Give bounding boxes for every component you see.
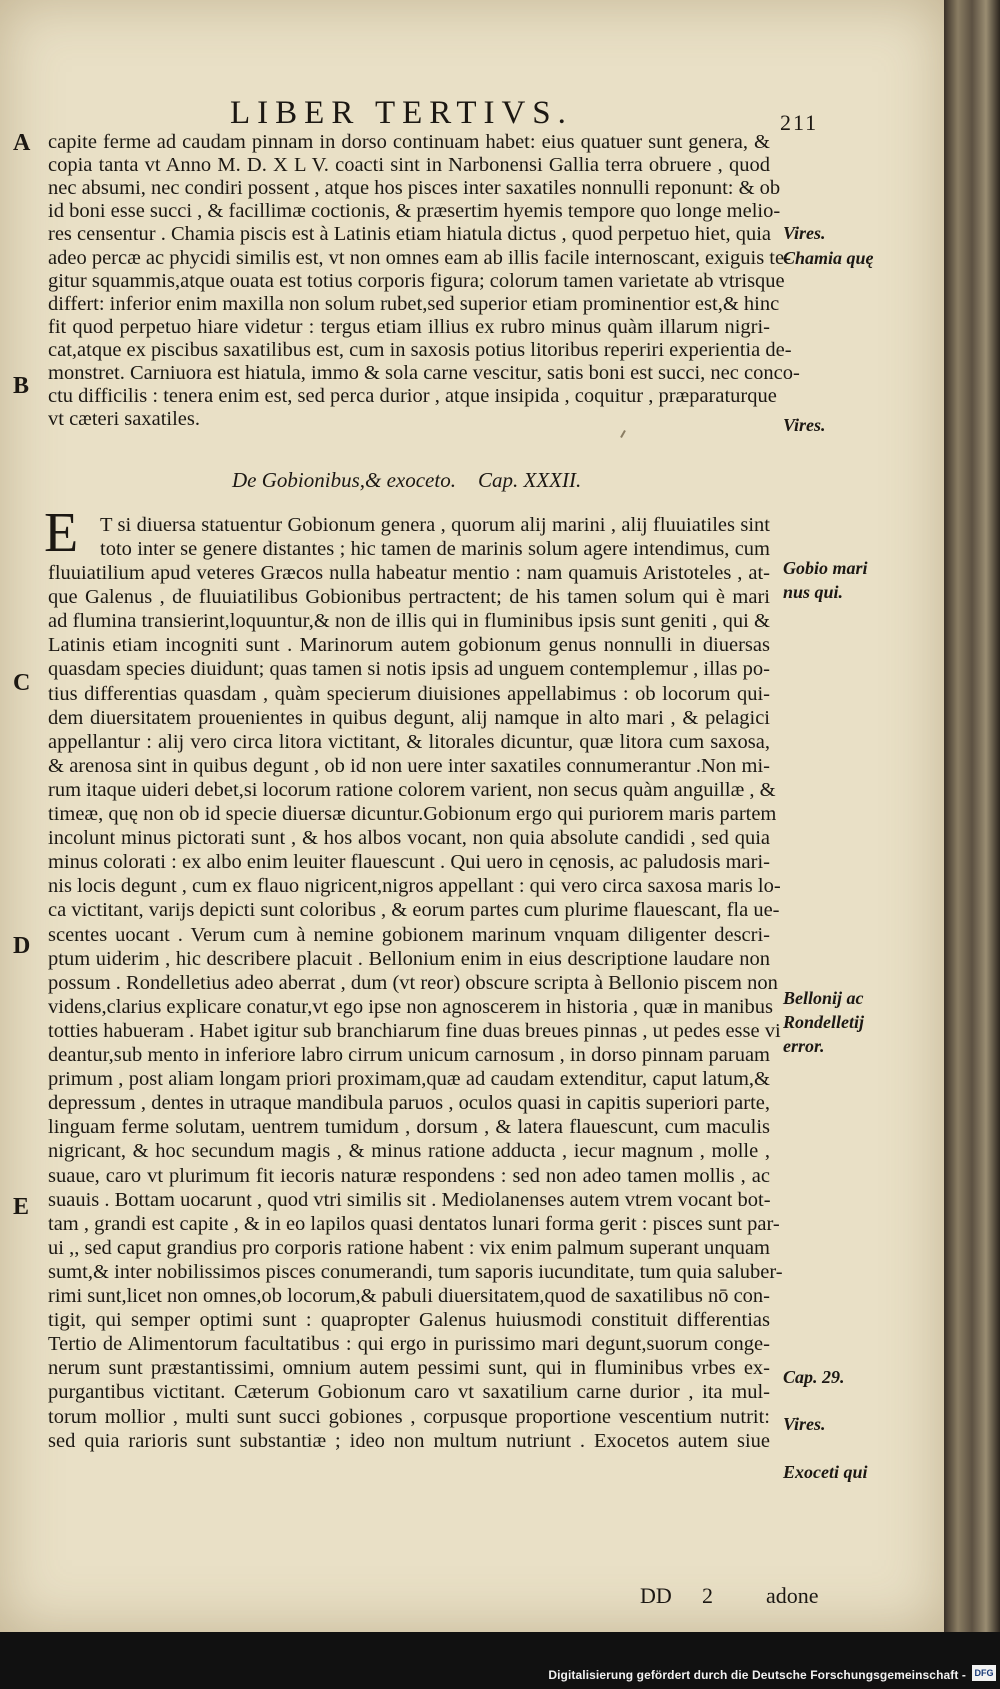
margin-note-gobio-1: Gobio mari xyxy=(783,558,868,578)
dfg-logo-icon: DFG xyxy=(972,1665,996,1681)
text-line: vt cæteri saxatiles. xyxy=(48,408,200,431)
text-line: possum . Rondelletius adeo aberrat , dum (vt reor) obscure scripta à Bellonio piscem non xyxy=(48,971,778,994)
text-line: ca victitant, varijs depicti sunt coloribus , & eorum partes cum plurime flauescant, fla ue- xyxy=(48,899,780,922)
text-line: Tertio de Alimentorum facultatibus : qui ergo in purissimo mari degunt,suorum conge- xyxy=(48,1333,770,1356)
text-line: purgantibus victitant. Cæterum Gobionum caro vt saxatilium carne durior , ita mul- xyxy=(48,1381,770,1404)
section-letter-a: A xyxy=(13,130,31,156)
page-edge xyxy=(944,0,1000,1632)
text-line: primum , post aliam longam priori proximam,quæ ad caudam extenditur, caput latum,& xyxy=(48,1068,770,1091)
text-line: tigit, qui semper optimi sunt : quapropter Galenus huiusmodi constituit differentias xyxy=(48,1309,770,1332)
text-line: linguam ferme solutam, uentrem tumidum , dorsum , & latera flauescunt, cum maculis xyxy=(48,1116,770,1139)
text-line: sumt,& inter nobilissimos pisces conumerandi, tum saporis iucunditate, tum quia saluber- xyxy=(48,1260,783,1283)
text-line: cat,atque ex piscibus saxatilibus est, cum in saxosis potius litoribus reperiri experientia de- xyxy=(48,338,792,361)
text-line: torum mollior , multi sunt succi gobiones , corpusque proportione vescentium nutrit: xyxy=(48,1405,770,1428)
text-line: deantur,sub mento in inferiore labro cirrum unicum carnosum , in dorso pinnam paruam xyxy=(48,1044,770,1066)
text-line: fluuiatilium apud veteres Græcos nulla habeatur mentio : nam quamuis Aristoteles , at- xyxy=(48,562,770,584)
text-line: Latinis etiam incogniti sunt . Marinorum autem gobionum genus nonnulli in diuersas xyxy=(48,634,770,657)
section-letter-e: E xyxy=(13,1194,30,1220)
text-line: dem diuersitatem prouenientes in quibus degunt, alij namque in alto mari , & pelagici xyxy=(48,706,770,729)
text-line: ptum uiderim , hic describere placuit . Bellonium enim in eius descriptione laudare non xyxy=(48,947,770,970)
text-line: fit quod perpetuo hiare videtur : tergus etiam illius ex rubro minus quàm illarum nigri- xyxy=(48,315,770,338)
text-line: ui ,, sed caput grandius pro corporis ratione habent : vix enim palmum superant unquam xyxy=(48,1236,770,1259)
section-letter-c: C xyxy=(13,670,31,696)
text-line: incolunt minus pictorati sunt , & hos albos vocant, non quia absolute candidi , sed quia xyxy=(48,827,770,850)
margin-note-vires-3: Vires. xyxy=(783,1414,826,1434)
margin-note-bellonij-2: Rondelletij xyxy=(783,1012,864,1032)
text-line: nigricant, & hoc secundum magis , & minus ratione adducta , iecur magnum , molle , xyxy=(48,1140,770,1163)
page-number: 211 xyxy=(780,110,819,135)
margin-note-chamia: Chamia quę xyxy=(783,248,874,268)
signature-mark: DD xyxy=(640,1583,672,1608)
running-head: LIBER TERTIVS. xyxy=(230,95,573,131)
text-line: & arenosa sint in quibus degunt , ob id non uere inter saxatiles connumerantur .Non mi- xyxy=(48,754,770,777)
text-line: nec absumi, nec condiri possent , atque hos pisces inter saxatiles nonnulli reponunt: & ob xyxy=(48,177,781,200)
text-line: rum itaque uideri debet,si locorum ratione colorem varient, non secus quàm anguillæ , & xyxy=(48,778,776,801)
text-line: rimi sunt,licet non omnes,ob locorum,& pabuli diuersitatem,quod de saxatilibus nō con- xyxy=(48,1285,770,1307)
text-line: depressum , dentes in utraque mandibula paruos , oculos quasi in capitis superiori parte, xyxy=(48,1092,770,1115)
text-line: scentes uocant . Verum cum à nemine gobionem marinum vnquam diligenter descri- xyxy=(48,923,770,946)
text-line: minus colorati : ex albo enim leuiter flauescunt . Qui uero in cęnosis, ac paludosis mari- xyxy=(48,851,770,874)
text-line: differt: inferior enim maxilla non solum rubet,sed superior etiam prominentior est,& hinc xyxy=(48,292,780,315)
text-line: que Galenus , de fluuiatilibus Gobionibus pertractent; de his tamen solum qui è mari xyxy=(48,586,770,609)
text-line: id boni esse succi , & facillimæ coctionis, & præsertim hyemis tempore quo longe melio- xyxy=(48,200,781,223)
margin-note-exoceti: Exoceti qui xyxy=(783,1462,868,1482)
text-line: T si diuersa statuentur Gobionum genera , quorum alij marini , alij fluuiatiles sint xyxy=(100,514,770,536)
text-line: quasdam species diuidunt; quas tamen si notis ipsis ad unguem contemplemur , illas po- xyxy=(48,658,770,681)
footer-credit: Digitalisierung gefördert durch die Deutsche Forschungsgemeinschaft - xyxy=(548,1668,966,1682)
text-line: suaue, caro vt plurimum fit iecoris naturæ respondens : sed non adeo tamen mollis , ac xyxy=(48,1164,770,1187)
chapter-number: Cap. XXXII. xyxy=(478,468,582,492)
margin-note-bellonij-1: Bellonij ac xyxy=(783,988,864,1008)
text-line: copia tanta vt Anno M. D. X L V. coacti sint in Narbonensi Gallia terra obruere , quod xyxy=(48,154,770,177)
text-line: ad flumina transierint,loquuntur,& non de illis qui in fluminibus ipsis sunt geniti , qui & xyxy=(48,610,770,633)
text-line: capite ferme ad caudam pinnam in dorso continuam habet: eius quatuer sunt genera, & xyxy=(48,131,770,153)
margin-note-vires-2: Vires. xyxy=(783,415,826,435)
margin-note-cap29: Cap. 29. xyxy=(783,1367,845,1387)
margin-note-vires-1: Vires. xyxy=(783,223,826,243)
text-line: videns,clarius explicare conatur,vt ego ipse non agnoscerem in historia , quæ in manibus xyxy=(48,995,774,1018)
section-letter-b: B xyxy=(13,373,30,399)
text-line: sed quia rarioris sunt substantiæ ; ideo non multum nutriunt . Exocetos autem siue xyxy=(48,1429,770,1452)
signature-number: 2 xyxy=(702,1583,713,1608)
text-line: tius differentias quasdam , quàm specierum diuisiones appellabimus : ob locorum qui- xyxy=(48,682,770,705)
text-line: tam , grandi est capite , & in eo lapilos quasi dentatos lunari forma gerit : pisces sunt par- xyxy=(48,1212,780,1235)
text-line: gitur squammis,atque ouata est totius corporis figura; colorum tamen varietate ab vtrisque xyxy=(48,269,785,292)
margin-note-gobio-2: nus qui. xyxy=(783,582,844,602)
text-line: ctu difficilis : tenera enim est, sed perca durior , atque insipida , coquitur , præparaturque xyxy=(48,385,777,408)
section-letter-d: D xyxy=(13,933,31,959)
text-line: suauis . Bottam uocarunt , quod vtri similis sit . Mediolanenses autem vtrem vocant bot- xyxy=(48,1188,771,1211)
text-line: appellantur : alij vero circa litora victitant, & litorales dicuntur, quæ litora cum saxosa, xyxy=(48,730,770,753)
chapter-title: De Gobionibus,& exoceto. xyxy=(232,468,456,492)
text-line: totties habueram . Habet igitur sub branchiarum fine duas breues pinnas , ut pedes esse vi xyxy=(48,1019,781,1042)
catchword: adone xyxy=(766,1583,819,1608)
text-line: nerum sunt præstantissimi, omnium autem pessimi sunt, qui in fluminibus vrbes ex- xyxy=(48,1357,770,1380)
text-line: res censentur . Chamia piscis est à Latinis etiam hiatula dictus , quod perpetuo hiet, quia xyxy=(48,223,772,246)
initial-letter: E xyxy=(44,502,79,564)
text-line: adeo percæ ac phycidi similis est, vt non omnes eam ab illis facile internoscant, exiguis te- xyxy=(48,246,791,269)
text-line: timeæ, quę non ob id specie diuersæ dicuntur.Gobionum ergo qui puriorem maris partem xyxy=(48,803,777,825)
text-line: nis locis degunt , cum ex flauo nigricent,nigros appellant : qui vero circa saxosa maris lo- xyxy=(48,875,781,898)
margin-note-bellonij-3: error. xyxy=(783,1036,825,1056)
text-line: monstret. Carniuora est hiatula, immo & sola carne vescitur, satis boni est succi, nec conco- xyxy=(48,362,800,384)
text-line: toto inter se genere distantes ; hic tamen de marinis solum agere intendimus, cum xyxy=(100,538,770,560)
